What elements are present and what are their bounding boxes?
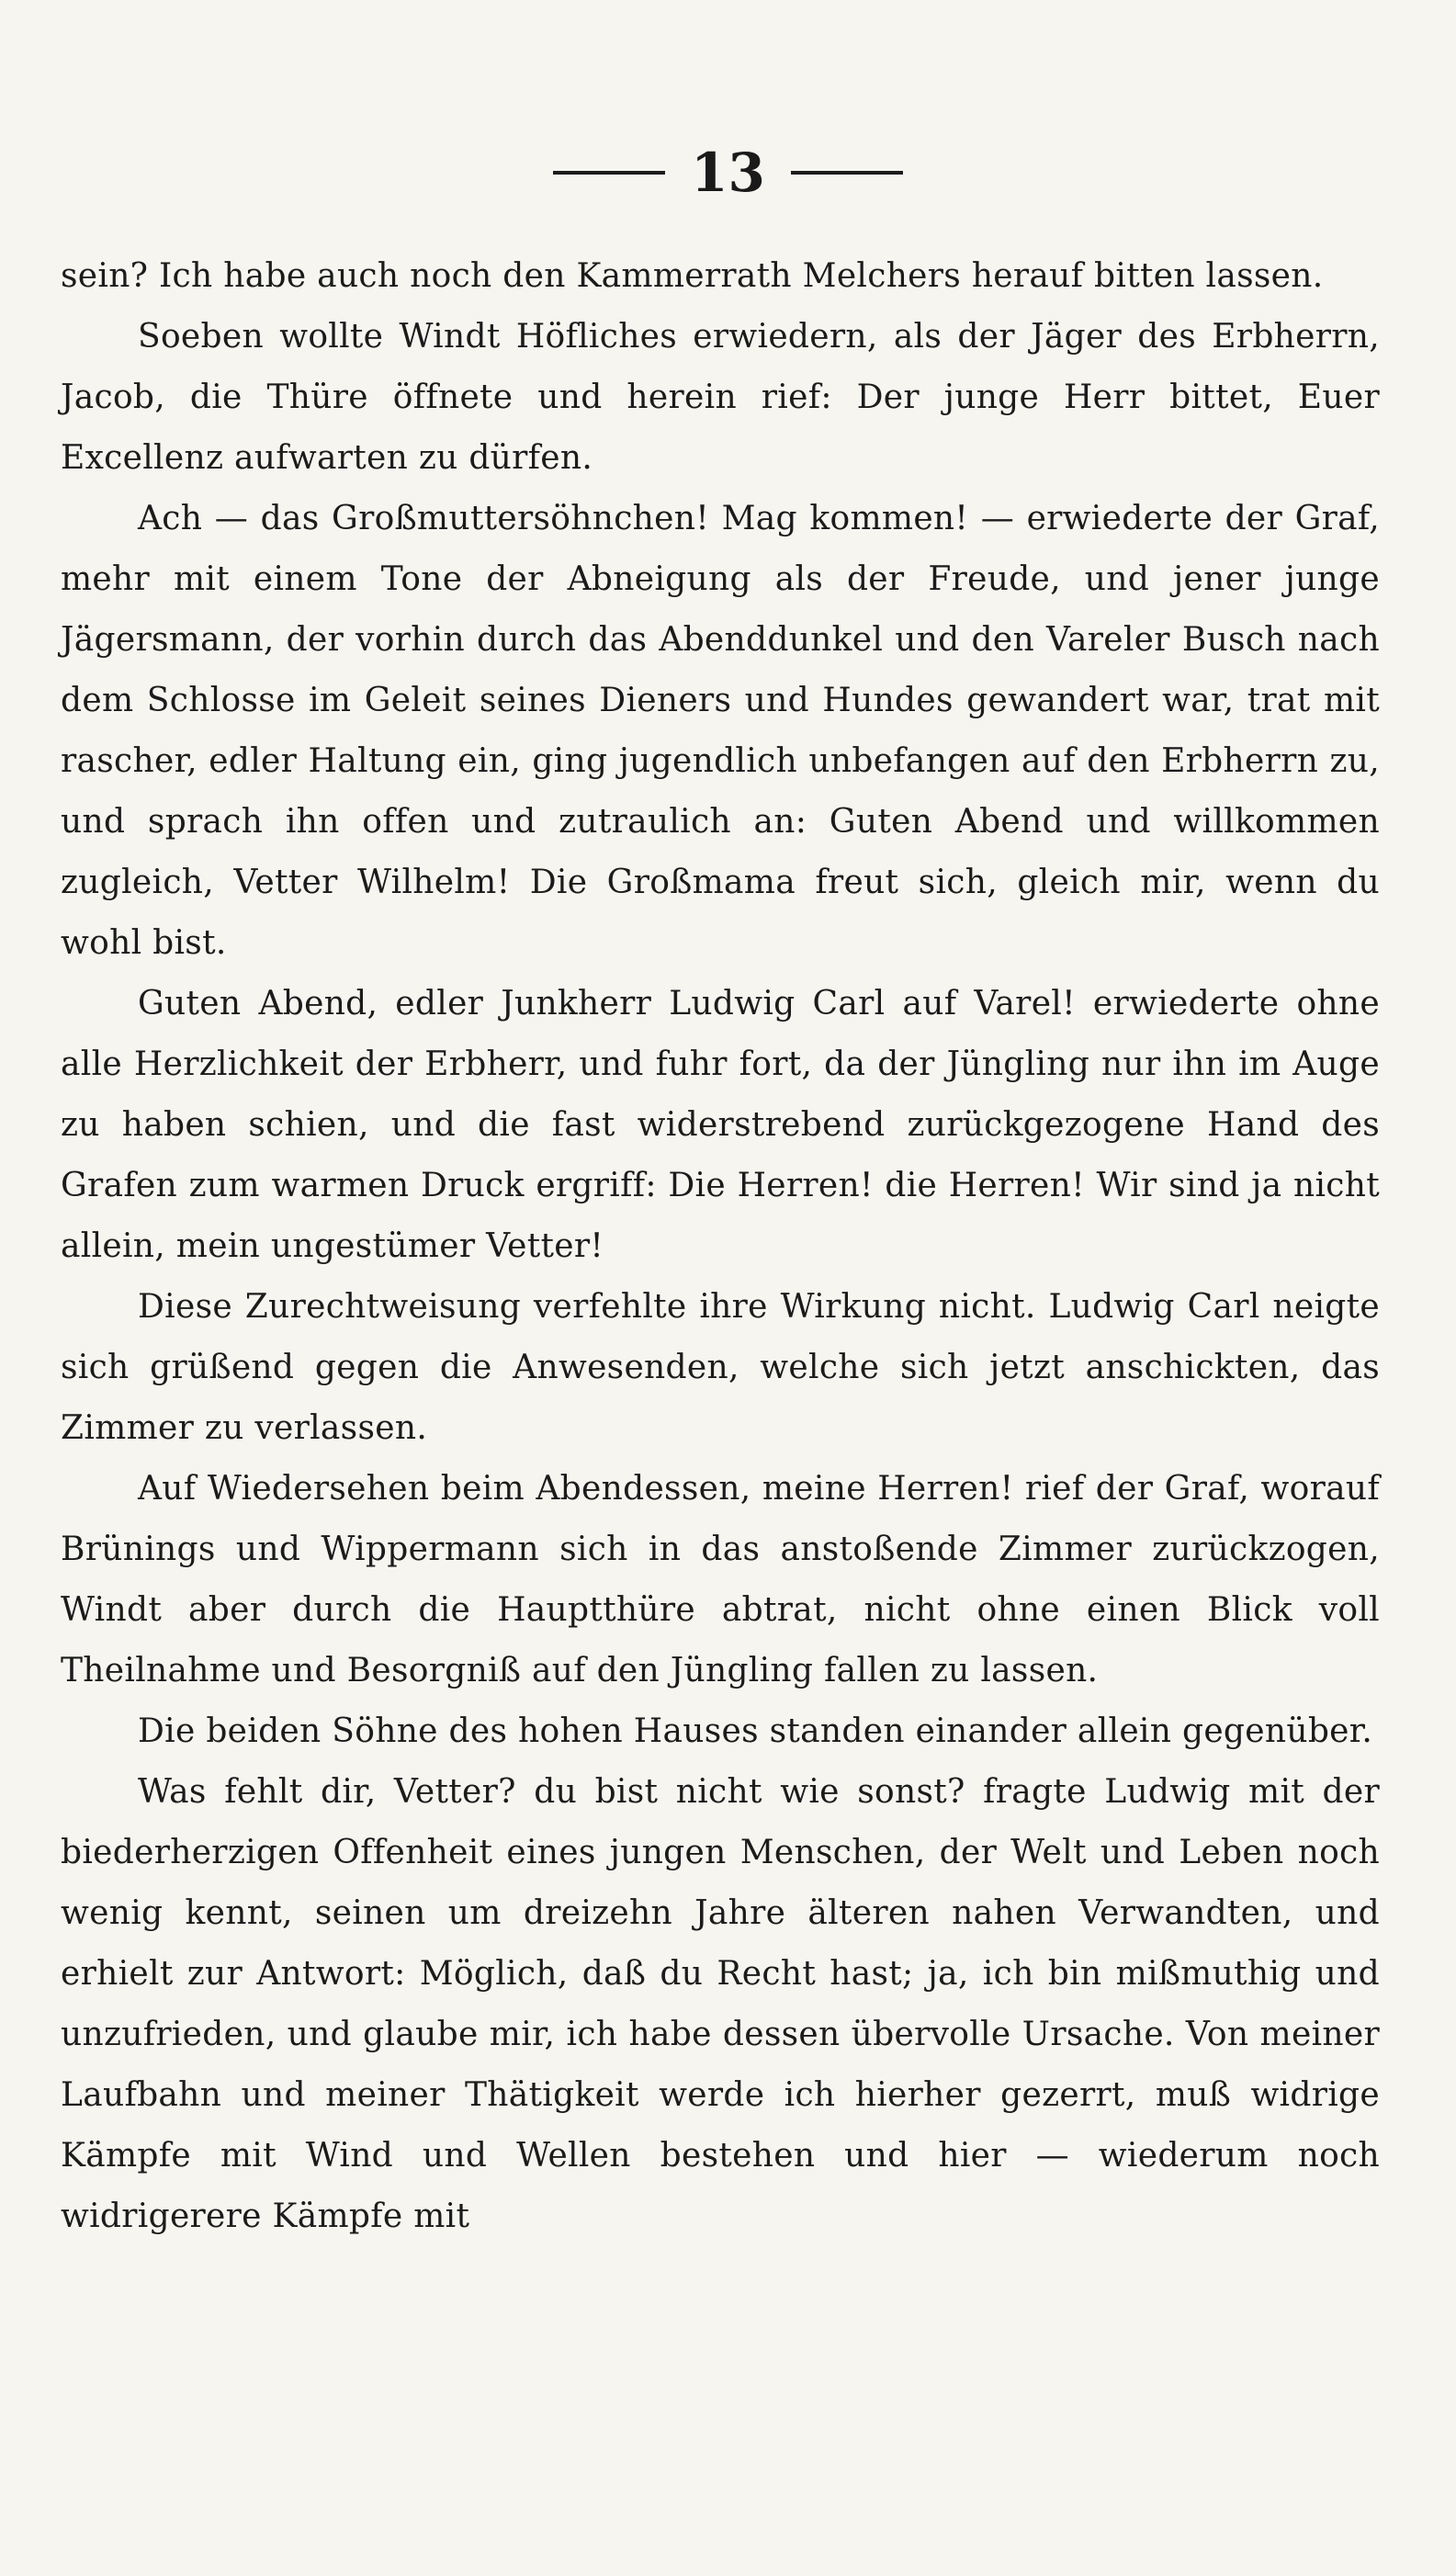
header-rule-left (553, 171, 665, 175)
paragraph: Soeben wollte Windt Höfliches erwiedern, als der Jäger des Erbherrn, Jacob, die Thüre öffnete und herein rief: Der junge Herr bittet, Euer Excellenz aufwarten zu dürfen. (61, 318, 1380, 477)
paragraph: Ach — das Großmuttersöhnchen! Mag kommen! — erwiederte der Graf, mehr mit einem Tone der Abneigung als der Freude, und jener junge Jägersmann, der vorhin durch das Abenddunkel und den Vareler Busch nach dem Schlosse im Geleit seines Dieners und Hundes gewandert war, trat mit rascher, edler Haltung ein, ging jugendlich unbefangen auf den Erbherrn zu, und sprach ihn offen und zutraulich an: Guten Abend und willkommen zugleich, Vetter Wilhelm! Die Großmama freut sich, gleich mir, wenn du wohl bist. (61, 500, 1380, 962)
paragraph: Diese Zurechtweisung verfehlte ihre Wirkung nicht. Ludwig Carl neigte sich grüßend gegen die Anwesenden, welche sich jetzt anschickten, das Zimmer zu verlassen. (61, 1288, 1380, 1447)
paragraph: Was fehlt dir, Vetter? du bist nicht wie sonst? fragte Ludwig mit der biederherzigen Offenheit eines jungen Menschen, der Welt und Leben noch wenig kennt, seinen um dreizehn Jahre älteren nahen Verwandten, und erhielt zur Antwort: Möglich, daß du Recht hast; ja, ich bin mißmuthig und unzufrieden, und glaube mir, ich habe dessen übervolle Ursache. Von meiner Laufbahn und meiner Thätigkeit werde ich hierher gezerrt, muß widrige Kämpfe mit Wind und Wellen bestehen und hier — wiederum noch widrigerere Kämpfe mit (61, 1773, 1380, 2235)
page-body (61, 246, 1380, 2247)
paragraph: Die beiden Söhne des hohen Hauses standen einander allein gegenüber. (138, 1712, 1373, 1750)
paragraph: Auf Wiedersehen beim Abendessen, meine Herren! rief der Graf, worauf Brünings und Wippermann sich in das anstoßende Zimmer zurückzogen, Windt aber durch die Hauptthüre abtrat, nicht ohne einen Blick voll Theilnahme und Besorgniß auf den Jüngling fallen zu lassen. (61, 1470, 1380, 1689)
paragraph: Guten Abend, edler Junkherr Ludwig Carl auf Varel! erwiederte ohne alle Herzlichkeit der Erbherr, und fuhr fort, da der Jüngling nur ihn im Auge zu haben schien, und die fast widerstrebend zurückgezogene Hand des Grafen zum warmen Druck ergriff: Die Herren! die Herren! Wir sind ja nicht allein, mein ungestümer Vetter! (61, 985, 1380, 1265)
header-rule-right (791, 171, 903, 175)
paragraph-continuation: sein? Ich habe auch noch den Kammerrath Melchers herauf bitten lassen. (61, 257, 1324, 295)
page-number: 13 (691, 141, 765, 204)
page-header (0, 136, 1456, 209)
